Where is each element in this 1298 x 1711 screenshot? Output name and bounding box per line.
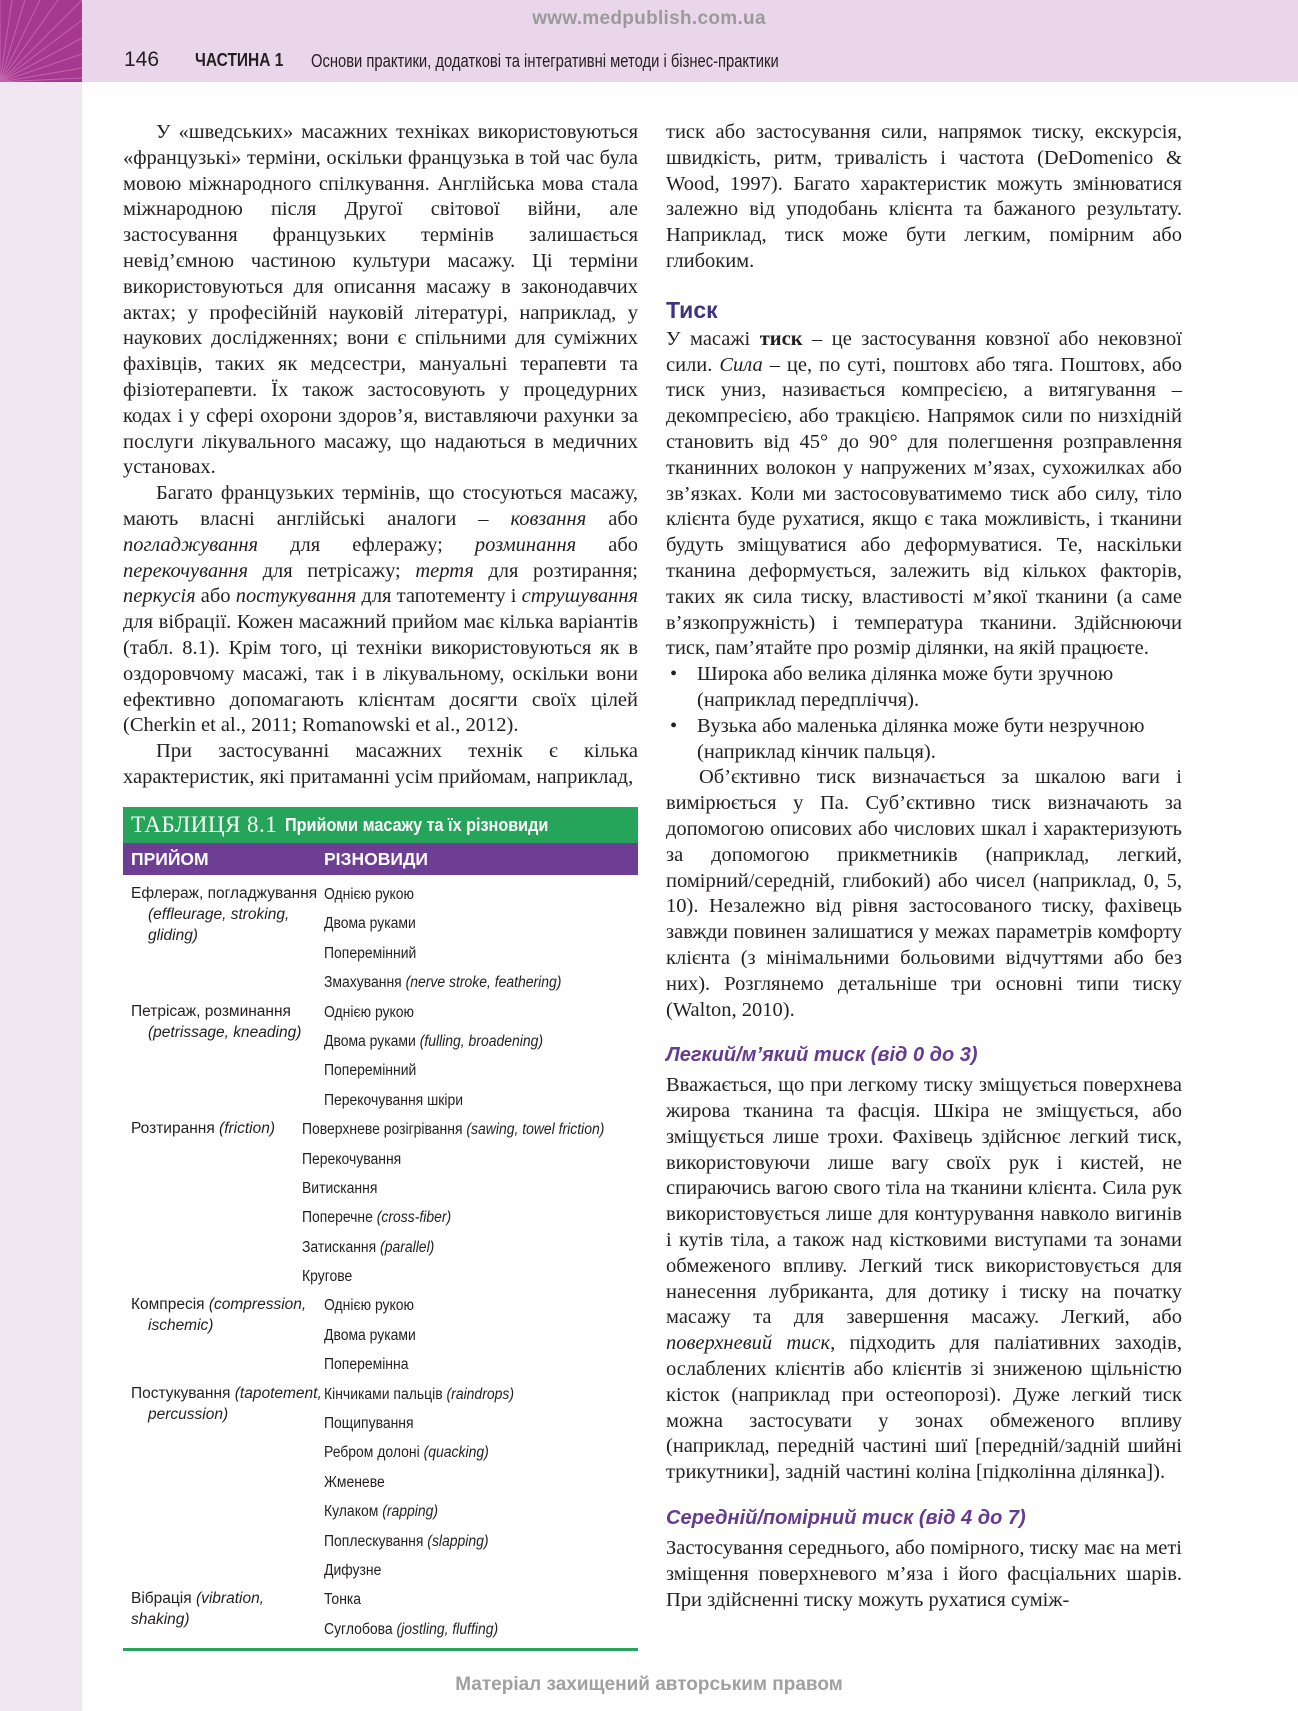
paragraph: У «шведських» масажних техніках використовуються «французькі» терміни, оскільки французька в той час була мовою міжнародного спілкування. Англійська мова стала міжнародною після Другої світової війни, але застосування французьких термінів залишається невід’ємною частиною культури масажу. Ці терміни використовуються для описання масажу в законодавчих актах; у професійній науковій літературі, наприклад, у наукових дослідженнях; вони є спільними для суміжних фахівців, таких як медсестри, мануальні терапевти та фізіотерапевти. Їх також застосовують у процедурних кодах і у сфері охорони здоров’я, виставляючи рахунки за послуги лікувального масажу, що надаються в медичних установах. <box>123 121 638 479</box>
variant-item: Кругове <box>302 1268 353 1286</box>
bullet-marker: • <box>670 663 678 686</box>
left-column <box>123 120 638 791</box>
variants-cell <box>324 998 638 1116</box>
list-item: • Вузька або маленька ділянка може бути незручною (наприклад кінчик пальця). <box>670 714 1145 763</box>
technique-english-terms: (petrissage, kneading) <box>148 1023 302 1041</box>
variant-item: Двома руками <box>324 1326 416 1344</box>
column-header-technique: ПРИЙОМ <box>131 848 209 869</box>
bullet-list <box>666 662 1182 765</box>
paragraph-french-terms: Багато французьких термінів, що стосуються масажу, мають власні англійські аналоги – ковзання або погладжування для ефлеражу; розминання або перекочування для петрісажу; тертя для розтирання; перкусія або постукування для тапотементу і струшування для вібрації. Кожен масажний прийом має кілька варіантів (табл. 8.1). Крім того, ці техніки використовуються як в оздоровчому масажі, так і в лікувальному, оскільки вони ефективно допомагають клієнтам досягти своїх цілей (Cherkin et al., 2011; Romanowski et al., 2012). <box>123 482 639 737</box>
variant-item: Двома руками (fulling, broadening) <box>324 1032 544 1050</box>
section-heading-pressure: Тиск <box>666 296 718 323</box>
variant-item: Витискання <box>302 1179 378 1197</box>
paragraph: тиск або застосування сили, напрямок тиску, екскурсія, швидкість, ритм, тривалість і частота (DeDomenico & Wood, 1997). Багато характеристик можуть змінюватися залежно від уподобань клієнта та бажаного результату. Наприклад, тиск може бути легким, помірним або глибоким. <box>666 121 1182 272</box>
variant-item: Двома руками <box>324 915 416 933</box>
variant-item: Кулаком (rapping) <box>324 1503 439 1521</box>
page-margin-band <box>0 0 82 1711</box>
variant-item: Поплескування (slapping) <box>324 1532 489 1550</box>
paragraph: При застосуванні масажних технік є кілька характеристик, які притаманні усім прийомам, наприклад, <box>123 740 638 788</box>
table-title-bar <box>123 807 638 843</box>
table-row <box>123 998 638 1116</box>
technique-name: Ефлераж, погладжування <box>131 885 318 902</box>
variant-item: Змахування (nerve stroke, feathering) <box>324 974 562 992</box>
table-header-row <box>123 843 638 875</box>
technique-english-terms: (effleurage, stroking, gliding) <box>148 906 290 944</box>
site-url: www.medpublish.com.ua <box>532 8 766 29</box>
massage-techniques-table <box>123 807 638 1651</box>
variant-item: Поперемінна <box>324 1356 409 1374</box>
variant-item: Перекочування <box>302 1150 402 1168</box>
variant-item: Кінчиками пальців (raindrops) <box>324 1385 514 1403</box>
technique-name: Петрісаж, розминання <box>131 1002 291 1020</box>
running-header-title: Основи практики, додаткові та інтегративні методи і бізнес-практики <box>311 51 779 71</box>
list-item: • Широка або велика ділянка може бути зручною (наприклад передпліччя). <box>670 663 1114 711</box>
corner-sunburst-graphic <box>0 0 82 82</box>
table-row <box>123 1115 638 1291</box>
paragraph-light-pressure: Вважається, що при легкому тиску зміщується поверхнева жирова тканина та фасція. Шкіра не зміщується, або зміщується лише трохи. Фахівець здійснює легкий тиск, використовуючи лише вагу своїх рук і кистей, не спираючись вагою свого тіла на тканини клієнта. Сила рук використовується лише для контурування навколо вигинів і кутів тіла, а також над кістковими виступами та зонами обмеженого впливу. Легкий тиск використовується для нанесення лубриканта, для дотику і тиску на початку масажу та для завершення масажу. Легкий, або поверхневий тиск, підходить для паліативних заходів, ослаблених клієнтів або клієнтів зі зниженою щільністю кісток (наприклад при остеопорозі). Дуже легкий тиск можна застосувати у зонах обмеженого впливу (наприклад, передній частині шиї [передній/задній шийні трикутники], задній частині коліна [підколінна ділянка]). <box>666 1074 1182 1484</box>
page-number: 146 <box>124 48 160 71</box>
variant-item: Однією рукою <box>324 1003 415 1021</box>
subsection-heading-light: Легкий/м’який тиск (від 0 до 3) <box>666 1044 978 1067</box>
variant-item: Однією рукою <box>324 1297 415 1315</box>
technique-cell <box>123 998 324 1116</box>
variant-item: Дифузне <box>324 1561 382 1579</box>
variant-item: Поперемінний <box>324 944 417 962</box>
bullet-marker: • <box>670 714 678 737</box>
variants-cell <box>324 1585 638 1644</box>
variant-item: Пощипування <box>324 1415 414 1433</box>
variant-item: Жменеве <box>324 1473 385 1491</box>
table-row <box>123 880 638 998</box>
variants-cell <box>324 1291 638 1379</box>
variant-item: Суглобова (jostling, fluffing) <box>324 1620 499 1638</box>
technique-name: Розтирання (friction) <box>131 1120 276 1138</box>
variants-cell <box>324 1380 638 1586</box>
variant-item: Поперемінний <box>324 1062 417 1080</box>
variant-item: Затискання (parallel) <box>302 1238 435 1256</box>
variants-cell <box>302 1115 638 1291</box>
technique-cell <box>123 1115 302 1291</box>
table-row <box>123 1380 638 1586</box>
table-row <box>123 1585 638 1644</box>
paragraph: Об’єктивно тиск визначається за шкалою ваги і вимірюється у Па. Суб’єктивно тиск визначають за допомогою описових або числових шкал і характеризують за допомогою прикметників (наприклад, легкий, помірний/середній, глибокий) або чисел (наприклад, 0, 5, 10). Незалежно від рівня застосованого тиску, фахівець завжди повинен залишатися у межах параметрів комфорту клієнта (з мінімальними больовими відчуттями або без них). Розглянемо детальніше три основні типи тиску (Walton, 2010). <box>666 766 1182 1021</box>
technique-cell <box>123 1585 324 1644</box>
variant-item: Поперечне (cross-fiber) <box>302 1209 452 1227</box>
right-column <box>666 120 1182 1613</box>
table-row <box>123 1291 638 1379</box>
part-label: ЧАСТИНА 1 <box>195 50 284 70</box>
technique-cell <box>123 1380 324 1586</box>
technique-english-terms: percussion) <box>148 1405 229 1423</box>
technique-cell <box>123 1291 324 1379</box>
technique-name: Постукування (tapotement, <box>131 1384 322 1402</box>
variants-cell <box>324 880 638 998</box>
column-header-variants: РІЗНОВИДИ <box>324 848 429 869</box>
variant-item: Однією рукою <box>324 886 415 903</box>
table-body <box>123 875 638 1651</box>
variant-item: Ребром долоні (quacking) <box>324 1444 489 1462</box>
variant-item: Поверхневе розігрівання (sawing, towel friction) <box>302 1121 605 1139</box>
paragraph: Застосування середнього, або помірного, тиску має на меті зміщення поверхневого м’яза і його фасціальних шарів. При здійсненні тиску можуть рухатися суміж- <box>666 1537 1182 1611</box>
paragraph-pressure-definition: У масажі тиск – це застосування ковзної або нековзної сили. Сила – це, по суті, поштовх або тяга. Поштовх, або тиск униз, називається компресією, а витягування – декомпресією, або тракцією. Напрямок сили по низхідній становить від 45° до 90° для полегшення розправлення тканинних волокон у напружених м’язах, сухожилках або зв’язках. Коли ми застосовуватимемо тиск або силу, тіло клієнта буде рухатися, якщо є така можливість, і тканини будуть зміщуватися або деформуватися. Те, наскільки тканина деформується, залежить від кількох факторів, таких як сила тиску, властивості м’якої тканини (а саме в’язкопружність) і температура тканини. Здійснюючи тиск, пам’ятайте про розмір ділянки, на якій працюєте. <box>666 327 1182 660</box>
variant-item: Тонка <box>324 1591 362 1609</box>
copyright-notice: Матеріал захищений авторським правом <box>455 1674 843 1695</box>
table-label: ТАБЛИЦЯ 8.1 <box>131 812 278 837</box>
technique-name: Вібрація (vibration, shaking) <box>131 1590 264 1629</box>
variant-item: Перекочування шкіри <box>324 1091 464 1109</box>
technique-name: Компресія (compression, <box>131 1296 307 1314</box>
technique-english-terms: ischemic) <box>148 1317 214 1335</box>
table-caption: Прийоми масажу та їх різновиди <box>285 814 549 835</box>
technique-cell <box>123 880 324 998</box>
subsection-heading-medium: Середній/помірний тиск (від 4 до 7) <box>666 1507 1026 1530</box>
